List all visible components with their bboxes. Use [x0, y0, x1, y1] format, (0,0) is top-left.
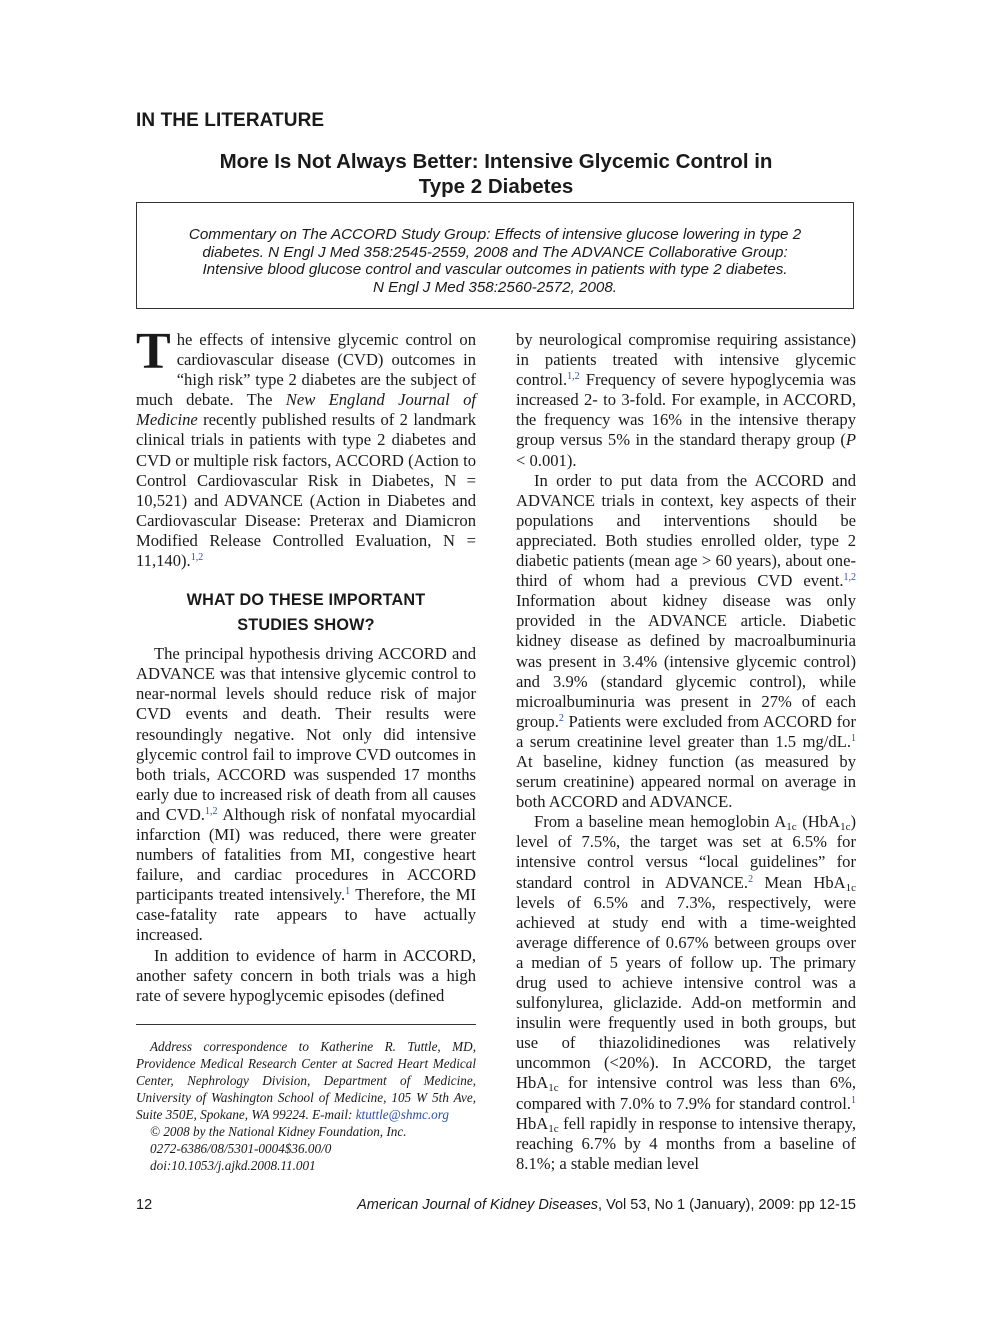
- p2-text-c: Therefore, the MI case-fatality rate appears to have actually increased.: [136, 885, 476, 945]
- rp3-text-b: (HbA: [796, 812, 841, 832]
- drop-cap: T: [136, 323, 171, 380]
- reference-link[interactable]: 1: [345, 886, 351, 898]
- paragraph-hba1c: [516, 812, 856, 1174]
- section-heading: [136, 588, 476, 638]
- commentary-line-1: Commentary on The ACCORD Study Group: Effects of intensive glucose lowering in type 2: [188, 226, 802, 243]
- email-link[interactable]: ktuttle@shmc.org: [355, 1107, 450, 1122]
- journal-name-inline: New England Journal of Medicine: [136, 390, 476, 430]
- footnote-divider: [136, 1024, 476, 1025]
- intro-text-2: recently published results of 2 landmark clinical trials in patients with type 2 diabetes and CVD or multiple risk factors, ACCORD (Action to Control Cardiovascular Risk in Diabetes, N = 10,521) and ADVANCE (Action in Diabetes and Cardiovascular Disease: Preterax and Diamicron Modified Release Controlled Evaluation, N = 11,140).: [136, 410, 476, 571]
- intro-paragraph: [136, 323, 476, 571]
- intro-text: he effects of intensive glycemic control on cardiovascular disease (CVD) outcomes in “high risk” type 2 diabetes are the subject of much debate. The: [136, 330, 476, 410]
- section-label: IN THE LITERATURE: [136, 110, 325, 131]
- commentary-line-4: N Engl J Med 358:2560-2572, 2008.: [372, 278, 618, 296]
- footnote: [136, 1038, 476, 1174]
- reference-link[interactable]: 2: [748, 873, 754, 885]
- reference-link[interactable]: 1: [851, 732, 856, 744]
- rp3-text-g: HbA: [516, 1113, 549, 1133]
- page-number: 12: [136, 1197, 153, 1213]
- correspondence-address: [136, 1038, 476, 1123]
- commentary-line-2: diabetes. N Engl J Med 358:2545-2559, 2008 and The ADVANCE Collaborative Group:: [202, 243, 788, 261]
- reference-link[interactable]: 1,2: [204, 805, 218, 817]
- rp1-text-a: by neurological compromise requiring assistance) in patients treated with intensive glycemic control.: [516, 330, 856, 390]
- subscript: 1c: [840, 821, 851, 834]
- subscript: 1c: [845, 881, 856, 894]
- p2-text-a: The principal hypothesis driving ACCORD and ADVANCE was that intensive glycemic control to near-normal levels should reduce risk of major CVD events and death. Their results were resoundingly negative. Not only did intensive glycemic control fail to improve CVD outcomes in both trials, ACCORD was suspended 17 months early due to increased risk of death from all causes and CVD.: [136, 644, 476, 824]
- subscript: 1c: [548, 1122, 559, 1135]
- journal-info: , Vol 53, No 1 (January), 2009: pp 12-15: [598, 1197, 856, 1213]
- rp2-text-c: Patients were excluded from ACCORD for a serum creatinine level greater than 1.5 mg/dL.: [516, 711, 856, 751]
- article-title: [136, 149, 856, 199]
- rp3-text-a: From a baseline mean hemoglobin A: [534, 812, 787, 832]
- reference-link[interactable]: 1,2: [843, 572, 856, 584]
- rp2-text-d: At baseline, kidney function (as measured by serum creatinine) appeared normal on average in both ACCORD and ADVANCE.: [516, 751, 856, 812]
- paragraph-hypothesis: [136, 644, 476, 945]
- rp1-text-b: Frequency of severe hypoglycemia was increased 2- to 3-fold. For example, in ACCORD, the frequency was 16% in the intensive therapy group versus 5% in the standard therapy group (: [516, 370, 856, 450]
- address-text: Address correspondence to Katherine R. Tuttle, MD, Providence Medical Research Center at Sacred Heart Medical Center, Nephrology Division, Department of Medicine, University of Washington School of Medicine, 105 W 5th Ave, Suite 350E, Spokane, WA 99224. E-mail:: [136, 1039, 476, 1122]
- journal-name: American Journal of Kidney Diseases: [357, 1197, 599, 1213]
- commentary-text: [157, 226, 833, 296]
- paragraph-context: [516, 471, 856, 813]
- title-line-2: Type 2 Diabetes: [418, 175, 574, 198]
- rp3-text-h: fell rapidly in response to intensive therapy, reaching 6.7% by 4 months from a baseline of 8.1%; a stable median level: [516, 1113, 856, 1173]
- reference-link[interactable]: 1,2: [190, 552, 204, 564]
- doi-line: doi:10.1053/j.ajkd.2008.11.001: [150, 1158, 316, 1173]
- journal-citation: [357, 1197, 856, 1213]
- rp2-text-a: In order to put data from the ACCORD and ADVANCE trials in context, key aspects of their populations and interventions should be appreciated. Both studies enrolled older, type 2 diabetic patients (mean age > 60 years), about one-third of whom had a previous CVD event.: [516, 470, 856, 591]
- title-line-1: More Is Not Always Better: Intensive Glycemic Control in: [219, 150, 773, 173]
- rp3-text-d: Mean HbA: [753, 872, 846, 892]
- section-heading-line-1: WHAT DO THESE IMPORTANT: [186, 591, 426, 610]
- paragraph-safety: In addition to evidence of harm in ACCORD, another safety concern in both trials was a high rate of severe hypoglycemic episodes (defined: [136, 945, 476, 1005]
- rp3-text-c: ) level of 7.5%, the target was set at 6.5% for intensive control versus “local guidelines” for standard control in ADVANCE.: [516, 812, 856, 892]
- reference-link[interactable]: 1,2: [567, 371, 580, 383]
- rp3-text-e: levels of 6.5% and 7.3%, respectively, were achieved at study end with a time-weighted average difference of 0.67% between groups over a median of 5 years of follow up. The primary drug used to achieve intensive control was a sulfonylurea, gliclazide. Add-on metformin and insulin were frequently used in both groups, but use of thiazolidinediones was relatively uncommon (<20%). In ACCORD, the target HbA: [516, 892, 856, 1093]
- p-value-symbol: P: [845, 430, 856, 450]
- paragraph-hypoglycemia: [516, 330, 856, 471]
- right-column: [516, 330, 856, 1174]
- p2-text-b: Although risk of nonfatal myocardial infarction (MI) was reduced, there were greater numbers of fatalities from MI, congestive heart failure, and cardiac procedures in ACCORD participants treated intensively.: [136, 804, 476, 905]
- section-heading-line-2: STUDIES SHOW?: [237, 616, 375, 635]
- reference-link[interactable]: 2: [558, 712, 564, 724]
- reference-link[interactable]: 1: [851, 1094, 856, 1106]
- commentary-box: [136, 202, 854, 309]
- left-column: [136, 323, 476, 1006]
- rp1-text-c: < 0.001).: [516, 450, 577, 470]
- rp3-text-f: for intensive control was less than 6%, compared with 7.0% to 7.9% for standard control.: [516, 1073, 856, 1113]
- subscript: 1c: [548, 1082, 559, 1095]
- commentary-line-3: Intensive blood glucose control and vascular outcomes in patients with type 2 diabetes.: [202, 261, 788, 278]
- subscript: 1c: [786, 821, 797, 834]
- issn-line: 0272-6386/08/5301-0004$36.00/0: [150, 1141, 332, 1156]
- copyright-line: © 2008 by the National Kidney Foundation, Inc.: [150, 1124, 407, 1139]
- rp2-text-b: Information about kidney disease was only provided in the ADVANCE article. Diabetic kidney disease as defined by macroalbuminuria was present in 3.4% (intensive glycemic control) and 3.9% (standard glycemic control), while microalbuminuria was present in 27% of each group.: [516, 591, 856, 731]
